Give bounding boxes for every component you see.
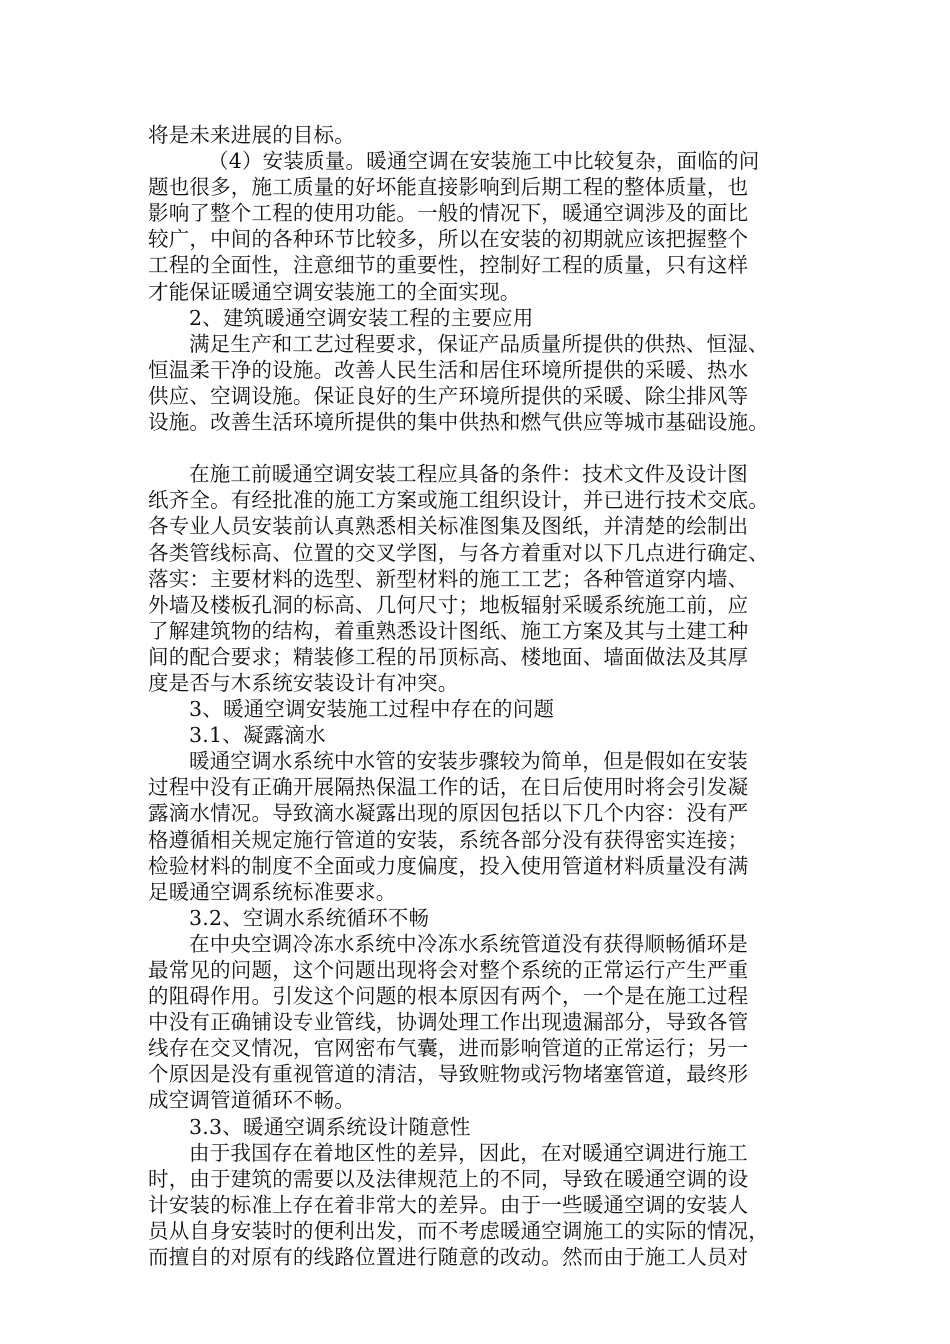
text-line: 线存在交叉情况，官网密布气囊，进而影响管道的正常运行；另一 [148,1036,749,1061]
text-line: 过程中没有正确开展隔热保温工作的话，在日后使用时将会引发凝 [148,775,749,800]
text-line: 最常见的问题，这个问题出现将会对整个系统的正常运行产生严重 [148,958,749,982]
text-line: 计安装的标准上存在着非常大的差异。由于一些暖通空调的安装人 [148,1192,749,1217]
text-line: 时，由于建筑的需要以及法律规范上的不同，导致在暖通空调的设 [148,1166,749,1191]
text-line: 较广，中间的各种环节比较多，所以在安装的初期就应该把握整个 [148,227,749,252]
text-line: 恒温柔干净的设施。改善人民生活和居住环境所提供的采暖、热水 [148,357,749,382]
text-line: 将是未来进展的目标。 [148,123,355,147]
text-line: 在施工前暖通空调安装工程应具备的条件：技术文件及设计图 [189,462,748,487]
text-line: 3.3、暖通空调系统设计随意性 [189,1114,471,1139]
text-line: 满足生产和工艺过程要求，保证产品质量所提供的供热、恒湿、 [189,331,769,356]
text-line: 纸齐全。有经批准的施工方案或施工组织设计，并已进行技术交底。 [148,488,769,513]
text-line: 供应、空调设施。保证良好的生产环境所提供的采暖、除尘排风等 [148,383,749,408]
text-line: 度是否与木系统安装设计有冲突。 [148,670,459,695]
text-line: 露滴水情况。导致滴水凝露出现的原因包括以下几个内容：没有严 [148,801,749,826]
text-line: 落实：主要材料的选型、新型材料的施工工艺；各种管道穿内墙、 [148,566,749,591]
text-line: 影响了整个工程的使用功能。一般的情况下，暖通空调涉及的面比 [148,201,749,226]
text-line: 3、暖通空调安装施工过程中存在的问题 [189,697,555,722]
blank-line [148,435,820,461]
body-text [148,122,820,1270]
text-line: 才能保证暖通空调安装施工的全面实现。 [148,279,521,304]
text-line: 了解建筑物的结构，着重熟悉设计图纸、施工方案及其与土建工种 [148,618,749,643]
text-line: 检验材料的制度不全面或力度偏度，投入使用管道材料质量没有满 [148,853,749,878]
text-line: 员从自身安装时的便利出发，而不考虑暖通空调施工的实际的情况， [148,1218,769,1243]
text-line: 暖通空调水系统中水管的安装步骤较为简单，但是假如在安装 [189,749,748,774]
text-line: 各专业人员安装前认真熟悉相关标准图集及图纸，并清楚的绘制出 [148,514,749,539]
text-line: 中没有正确铺设专业管线，协调处理工作出现遗漏部分，导致各管 [148,1010,749,1035]
text-line: 格遵循相关规定施行管道的安装，系统各部分没有获得密实连接； [148,827,749,852]
text-line: 足暖通空调系统标准要求。 [148,879,397,904]
text-line: 间的配合要求；精装修工程的吊顶标高、楼地面、墙面做法及其厚 [148,644,749,669]
text-line: 3.2、空调水系统循环不畅 [189,905,430,930]
text-line: （4）安装质量。暖通空调在安装施工中比较复杂，面临的问 [208,149,760,174]
text-line: 个原因是没有重视管道的清洁，导致赃物或污物堵塞管道，最终形 [148,1062,749,1087]
text-line: 外墙及楼板孔洞的标高、几何尺寸；地板辐射采暖系统施工前，应 [148,592,749,617]
text-line: 的阻碍作用。引发这个问题的根本原因有两个，一个是在施工过程 [148,984,749,1009]
text-line: 工程的全面性，注意细节的重要性，控制好工程的质量，只有这样 [148,253,749,278]
text-line: 2、建筑暖通空调安装工程的主要应用 [189,305,534,330]
text-line: 由于我国存在着地区性的差异，因此，在对暖通空调进行施工 [189,1140,748,1165]
text-line: 而擅自的对原有的线路位置进行随意的改动。然而由于施工人员对 [148,1245,749,1270]
text-line: 3.1、凝露滴水 [189,723,326,748]
text-line: 设施。改善生活环境所提供的集中供热和燃气供应等城市基础设施。 [148,410,769,435]
text-line: 在中央空调冷冻水系统中冷冻水系统管道没有获得顺畅循环是 [189,931,748,956]
text-line: 题也很多，施工质量的好坏能直接影响到后期工程的整体质量，也 [148,175,749,200]
text-line: 成空调管道循环不畅。 [148,1088,355,1113]
text-line: 各类管线标高、位置的交叉学图，与各方着重对以下几点进行确定、 [148,540,769,565]
